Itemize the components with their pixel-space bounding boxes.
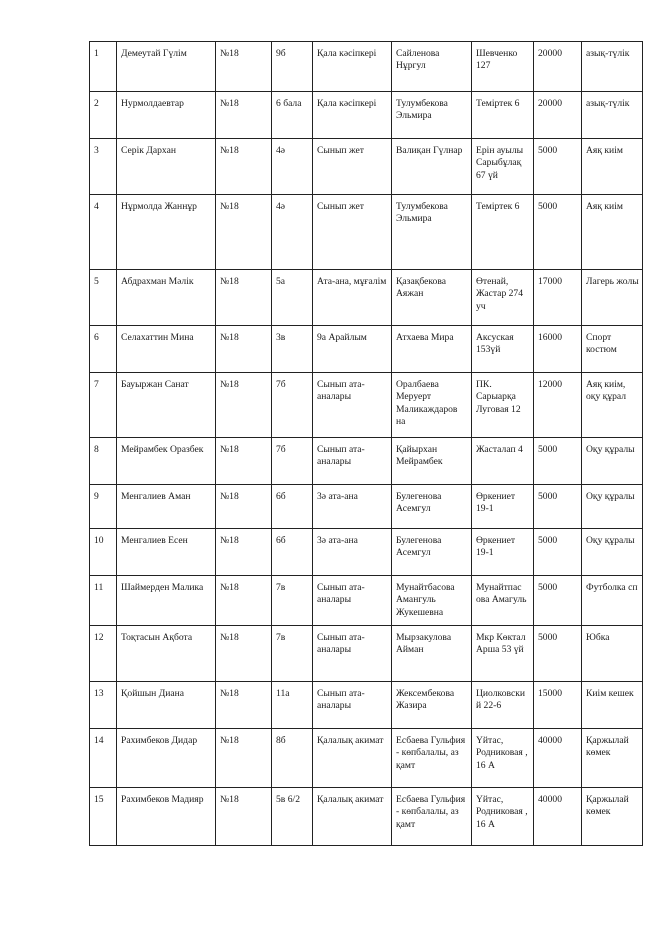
- student-name-cell: Нурмолдаевтар: [117, 92, 216, 139]
- aid-type-cell: Киім кешек: [582, 682, 643, 729]
- aid-type-cell: Футболка сп: [582, 576, 643, 626]
- school-number-cell: №18: [216, 576, 272, 626]
- amount-cell: 15000: [534, 682, 582, 729]
- row-number-cell: 9: [90, 485, 117, 529]
- sponsor-name-cell: Тулумбекова Эльмира: [392, 195, 472, 270]
- table-row: [90, 373, 643, 438]
- aid-source-cell: Қалалық акимат: [313, 729, 392, 788]
- aid-type-cell: Аяқ киім, оқу құрал: [582, 373, 643, 438]
- aid-source-cell: Сынып ата-аналары: [313, 373, 392, 438]
- table-row: [90, 485, 643, 529]
- amount-cell: 5000: [534, 485, 582, 529]
- school-number-cell: №18: [216, 195, 272, 270]
- grade-cell: 4ә: [272, 195, 313, 270]
- student-name-cell: Қойшын Диана: [117, 682, 216, 729]
- row-number-cell: 13: [90, 682, 117, 729]
- sponsor-name-cell: Оралбаева Меруерт Маликаждаров на: [392, 373, 472, 438]
- grade-cell: 9б: [272, 42, 313, 92]
- amount-cell: 20000: [534, 92, 582, 139]
- student-name-cell: Абдрахман Мәлік: [117, 270, 216, 326]
- table-row: [90, 729, 643, 788]
- aid-type-cell: Қаржылай көмек: [582, 729, 643, 788]
- aid-source-cell: Сынып жет: [313, 139, 392, 195]
- row-number-cell: 1: [90, 42, 117, 92]
- address-cell: Теміртек 6: [472, 92, 534, 139]
- sponsor-name-cell: Сайленова Нұргул: [392, 42, 472, 92]
- school-number-cell: №18: [216, 373, 272, 438]
- row-number-cell: 4: [90, 195, 117, 270]
- student-name-cell: Демеутай Гүлім: [117, 42, 216, 92]
- student-name-cell: Рахимбеков Мадияр: [117, 788, 216, 846]
- aid-type-cell: азық-түлік: [582, 42, 643, 92]
- row-number-cell: 2: [90, 92, 117, 139]
- aid-source-cell: Қала кәсіпкері: [313, 42, 392, 92]
- sponsor-name-cell: Мырзакулова Айман: [392, 626, 472, 682]
- amount-cell: 20000: [534, 42, 582, 92]
- amount-cell: 16000: [534, 326, 582, 373]
- amount-cell: 40000: [534, 788, 582, 846]
- address-cell: Теміртек 6: [472, 195, 534, 270]
- table-body: [90, 42, 643, 846]
- table-row: [90, 626, 643, 682]
- school-number-cell: №18: [216, 270, 272, 326]
- amount-cell: 5000: [534, 529, 582, 576]
- row-number-cell: 14: [90, 729, 117, 788]
- table-row: [90, 139, 643, 195]
- sponsor-name-cell: Жексембекова Жазира: [392, 682, 472, 729]
- sponsor-name-cell: Қайырхан Мейрамбек: [392, 438, 472, 485]
- address-cell: Өтенай, Жастар 274 уч: [472, 270, 534, 326]
- student-name-cell: Рахимбеков Дидар: [117, 729, 216, 788]
- aid-type-cell: Спорт костюм: [582, 326, 643, 373]
- aid-type-cell: Оқу құралы: [582, 438, 643, 485]
- grade-cell: 5а: [272, 270, 313, 326]
- amount-cell: 5000: [534, 438, 582, 485]
- student-name-cell: Тоқтасын Ақбота: [117, 626, 216, 682]
- grade-cell: 7б: [272, 373, 313, 438]
- school-number-cell: №18: [216, 626, 272, 682]
- amount-cell: 40000: [534, 729, 582, 788]
- amount-cell: 17000: [534, 270, 582, 326]
- student-name-cell: Менгалиев Есен: [117, 529, 216, 576]
- student-name-cell: Серік Дархан: [117, 139, 216, 195]
- school-number-cell: №18: [216, 438, 272, 485]
- grade-cell: 6б: [272, 485, 313, 529]
- student-name-cell: Селахаттин Мина: [117, 326, 216, 373]
- table-row: [90, 92, 643, 139]
- school-number-cell: №18: [216, 529, 272, 576]
- table-row: [90, 576, 643, 626]
- school-number-cell: №18: [216, 682, 272, 729]
- sponsor-name-cell: Есбаева Гульфия - көпбалалы, аз қамт: [392, 729, 472, 788]
- aid-type-cell: азық-түлік: [582, 92, 643, 139]
- grade-cell: 7б: [272, 438, 313, 485]
- row-number-cell: 15: [90, 788, 117, 846]
- sponsor-name-cell: Булегенова Асемгул: [392, 485, 472, 529]
- grade-cell: 8б: [272, 729, 313, 788]
- aid-source-cell: 3ә ата-ана: [313, 529, 392, 576]
- row-number-cell: 3: [90, 139, 117, 195]
- sponsor-name-cell: Қазақбекова Аяжан: [392, 270, 472, 326]
- aid-source-cell: 3ә ата-ана: [313, 485, 392, 529]
- school-number-cell: №18: [216, 92, 272, 139]
- school-number-cell: №18: [216, 42, 272, 92]
- aid-recipients-table: [89, 41, 643, 846]
- row-number-cell: 8: [90, 438, 117, 485]
- table-row: [90, 682, 643, 729]
- address-cell: Циолковски й 22-6: [472, 682, 534, 729]
- aid-type-cell: Қаржылай көмек: [582, 788, 643, 846]
- table-row: [90, 270, 643, 326]
- aid-source-cell: Қалалық акимат: [313, 788, 392, 846]
- school-number-cell: №18: [216, 485, 272, 529]
- address-cell: Өркениет 19-1: [472, 485, 534, 529]
- row-number-cell: 12: [90, 626, 117, 682]
- sponsor-name-cell: Атхаева Мира: [392, 326, 472, 373]
- school-number-cell: №18: [216, 139, 272, 195]
- address-cell: Шевченко 127: [472, 42, 534, 92]
- school-number-cell: №18: [216, 729, 272, 788]
- aid-type-cell: Аяқ киім: [582, 139, 643, 195]
- table-row: [90, 195, 643, 270]
- sponsor-name-cell: Булегенова Асемгул: [392, 529, 472, 576]
- student-name-cell: Менгалиев Аман: [117, 485, 216, 529]
- sponsor-name-cell: Есбаева Гульфия - көпбалалы, аз қамт: [392, 788, 472, 846]
- amount-cell: 5000: [534, 139, 582, 195]
- aid-type-cell: Юбка: [582, 626, 643, 682]
- row-number-cell: 10: [90, 529, 117, 576]
- aid-type-cell: Оқу құралы: [582, 485, 643, 529]
- school-number-cell: №18: [216, 326, 272, 373]
- row-number-cell: 5: [90, 270, 117, 326]
- student-name-cell: Бауыржан Санат: [117, 373, 216, 438]
- address-cell: ПК. Сарыарқа Луговая 12: [472, 373, 534, 438]
- grade-cell: 5в 6/2: [272, 788, 313, 846]
- sponsor-name-cell: Мунайтбасова Амангуль Жукешевна: [392, 576, 472, 626]
- student-name-cell: Нұрмолда Жаннұр: [117, 195, 216, 270]
- amount-cell: 5000: [534, 195, 582, 270]
- table-row: [90, 42, 643, 92]
- aid-type-cell: Лагерь жолы: [582, 270, 643, 326]
- aid-source-cell: Сынып ата-аналары: [313, 438, 392, 485]
- address-cell: Мунайтпас ова Амагуль: [472, 576, 534, 626]
- row-number-cell: 11: [90, 576, 117, 626]
- address-cell: Мкр Көктал Арша 53 үй: [472, 626, 534, 682]
- table-row: [90, 788, 643, 846]
- student-name-cell: Шаймерден Малика: [117, 576, 216, 626]
- grade-cell: 6б: [272, 529, 313, 576]
- aid-source-cell: Ата-ана, мұғалім: [313, 270, 392, 326]
- table-row: [90, 529, 643, 576]
- address-cell: Үйтас, Родниковая , 16 А: [472, 788, 534, 846]
- sponsor-name-cell: Валиқан Гүлнар: [392, 139, 472, 195]
- amount-cell: 5000: [534, 576, 582, 626]
- table-row: [90, 438, 643, 485]
- row-number-cell: 7: [90, 373, 117, 438]
- grade-cell: 3в: [272, 326, 313, 373]
- aid-source-cell: Сынып ата-аналары: [313, 576, 392, 626]
- student-name-cell: Мейрамбек Оразбек: [117, 438, 216, 485]
- table-row: [90, 326, 643, 373]
- grade-cell: 7в: [272, 626, 313, 682]
- address-cell: Үйтас, Родниковая , 16 А: [472, 729, 534, 788]
- aid-type-cell: Аяқ киім: [582, 195, 643, 270]
- amount-cell: 12000: [534, 373, 582, 438]
- grade-cell: 4ә: [272, 139, 313, 195]
- address-cell: Өркениет 19-1: [472, 529, 534, 576]
- sponsor-name-cell: Тулумбекова Эльмира: [392, 92, 472, 139]
- grade-cell: 6 бала: [272, 92, 313, 139]
- grade-cell: 11а: [272, 682, 313, 729]
- aid-source-cell: 9а Арайлым: [313, 326, 392, 373]
- address-cell: Ерін ауылы Сарыбұлақ 67 үй: [472, 139, 534, 195]
- amount-cell: 5000: [534, 626, 582, 682]
- aid-source-cell: Сынып жет: [313, 195, 392, 270]
- address-cell: Аксуская 153үй: [472, 326, 534, 373]
- grade-cell: 7в: [272, 576, 313, 626]
- address-cell: Жасталап 4: [472, 438, 534, 485]
- aid-source-cell: Сынып ата-аналары: [313, 626, 392, 682]
- aid-source-cell: Қала кәсіпкері: [313, 92, 392, 139]
- aid-type-cell: Оқу құралы: [582, 529, 643, 576]
- row-number-cell: 6: [90, 326, 117, 373]
- aid-source-cell: Сынып ата-аналары: [313, 682, 392, 729]
- school-number-cell: №18: [216, 788, 272, 846]
